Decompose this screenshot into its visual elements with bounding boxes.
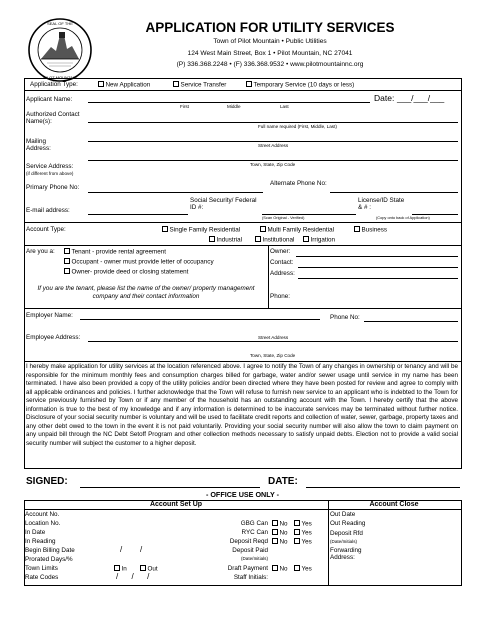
acct-multi-family[interactable] xyxy=(260,226,334,234)
in-label: In xyxy=(121,565,127,573)
service-line xyxy=(88,160,458,161)
are-you-tenant[interactable] xyxy=(64,248,166,256)
ryc-can-label: RYC Can xyxy=(241,529,268,536)
divider xyxy=(24,90,461,91)
checkbox[interactable] xyxy=(272,529,278,535)
sub-last: Last xyxy=(280,104,289,109)
checkbox[interactable] xyxy=(173,81,179,87)
alt-phone-label: Alternate Phone No: xyxy=(270,180,327,187)
acct-industrial[interactable] xyxy=(209,236,242,244)
employee-city-note: Town, State, Zip Code xyxy=(250,353,296,358)
setup-in-date: In Date xyxy=(25,529,46,536)
service-city-note: Town, State, Zip Code xyxy=(250,162,296,167)
close-out-reading: Out Reading xyxy=(330,520,366,527)
deposit-yes[interactable] xyxy=(294,538,312,546)
employer-phone-label: Phone No: xyxy=(330,314,360,321)
checkbox[interactable] xyxy=(303,236,309,242)
applicant-name-label: Applicant Name: xyxy=(26,96,73,103)
alt-phone-line xyxy=(330,192,458,193)
divider xyxy=(328,500,329,585)
ssn-note: (Scan Original - Verified) xyxy=(262,215,305,220)
acct-single-family[interactable] xyxy=(162,226,240,234)
service-address-label: Service Address: xyxy=(26,163,74,170)
yes-label: Yes xyxy=(301,565,312,573)
primary-phone-label: Primary Phone No: xyxy=(26,184,80,191)
app-type-label: Application Type: xyxy=(30,81,78,88)
are-you-label: Are you a: xyxy=(26,248,55,255)
checkbox[interactable] xyxy=(98,81,104,87)
full-name-note: Full name required (First, Middle, Last) xyxy=(258,124,337,129)
town-seal xyxy=(27,17,93,83)
setup-begin-billing: Begin Billing Date xyxy=(25,547,75,554)
no-label: No xyxy=(279,520,288,528)
acct-single-family-label: Single Family Residential xyxy=(169,226,241,234)
acct-multi-family-label: Multi Family Residential xyxy=(267,226,334,234)
mailing-street-note: Street Address xyxy=(258,143,289,148)
acct-institutional-label: Institutional xyxy=(262,236,295,244)
yes-label: Yes xyxy=(301,520,312,528)
yes-label: Yes xyxy=(301,529,312,537)
staff-initials-label: Staff Initials: xyxy=(233,574,268,581)
ssn-label: Social Security/ Federal ID #: xyxy=(190,197,257,212)
license-label: License/ID State & # : xyxy=(358,197,405,212)
checkbox[interactable] xyxy=(114,565,120,571)
sub-first: First xyxy=(180,104,189,109)
draft-payment-label: Draft Payment xyxy=(227,565,268,572)
agreement-text: I hereby make application for utility services at the location referenced above. I agree to notify the Town of any changes in ownership or tenancy and will be responsible for the minimum monthly fees and consumption charges billed for garbage, water and/or sewer usage until service in my name has been terminated. I have also been provided a copy of the utility policies and/or been directed where they have been posted for review and agree to comply with all applicable ordinances and policies. I further acknowledge that the Town will refuse to furnish new service to an applicant who is indebted to the Town for service previously furnished by Town or if any member of the household has an outstanding account with the Town. I hereby certify that the above information is true to the best of my knowledge and if any information is determined to be inaccurate services may be terminated without further notice. Disclosure of your social security number is voluntary and will be used to facilitate credit reports and collection of water, sewer, garbage, property taxes and any other debt owed to the town in the event it is not paid voluntarily. Providing your social security number will also allow the town to claim payment on any unpaid bill through the NC Debt Setoff Program and other collection methods necessary to satisfy unpaid debts. Election not to provide a valid social security number will subject the customer to a higher deposit. xyxy=(26,363,458,447)
acct-institutional[interactable] xyxy=(255,236,294,244)
deposit-paid-note: (Date/Initials) xyxy=(240,556,268,561)
app-type-transfer[interactable] xyxy=(173,81,226,89)
app-type-transfer-label: Service Transfer xyxy=(180,81,227,89)
divider xyxy=(24,222,461,223)
close-out-date: Out Date xyxy=(330,511,356,518)
close-deposit-rfd: Deposit Rfd xyxy=(330,530,363,537)
authorized-contact-line xyxy=(88,122,458,123)
checkbox[interactable] xyxy=(246,81,252,87)
ryc-no[interactable] xyxy=(272,529,288,537)
applicant-name-line xyxy=(88,102,370,103)
gbg-no[interactable] xyxy=(272,520,288,528)
app-type-temporary-label: Temporary Service (10 days or less) xyxy=(253,81,355,89)
checkbox[interactable] xyxy=(140,565,146,571)
email-label: E-mail address: xyxy=(26,207,70,214)
draft-no[interactable] xyxy=(272,565,288,573)
close-forwarding: Forwarding Address: xyxy=(330,547,362,562)
checkbox[interactable] xyxy=(294,565,300,571)
date-signed-label: DATE: xyxy=(268,476,298,487)
contact-line: (P) 336.368.2248 • (F) 336.368.9532 • www.pilotmountainnc.org xyxy=(176,61,364,68)
svg-text:PILOT MOUNTAIN: PILOT MOUNTAIN xyxy=(43,75,77,80)
checkbox[interactable] xyxy=(294,520,300,526)
divider xyxy=(24,361,461,362)
office-use-title: - OFFICE USE ONLY - xyxy=(205,490,280,499)
employee-address-line xyxy=(88,341,458,342)
setup-title: Account Set Up xyxy=(149,501,203,508)
employer-line xyxy=(80,319,320,320)
tenant-note: If you are the tenant, please list the name of the owner/ property management company and their contact information xyxy=(37,285,255,300)
no-label: No xyxy=(279,565,288,573)
close-title: Account Close xyxy=(369,501,419,508)
checkbox[interactable] xyxy=(272,565,278,571)
yes-label: Yes xyxy=(301,538,312,546)
svg-text:SEAL OF THE: SEAL OF THE xyxy=(47,21,73,26)
sub-middle: Middle xyxy=(227,104,241,109)
checkbox[interactable] xyxy=(272,538,278,544)
ryc-yes[interactable] xyxy=(294,529,312,537)
mailing-line xyxy=(88,141,458,142)
begin-billing-slashes: / / xyxy=(120,545,143,554)
divider xyxy=(24,509,461,510)
gbg-can-label: GBG Can xyxy=(240,520,268,527)
divider xyxy=(268,245,269,308)
checkbox[interactable] xyxy=(64,248,70,254)
rate-codes-slashes: / / / xyxy=(116,572,150,581)
close-deposit-note: (Date/Initials) xyxy=(330,539,358,544)
are-you-owner[interactable] xyxy=(64,268,188,276)
acct-business[interactable] xyxy=(354,226,387,234)
address-line: 124 West Main Street, Box 1 • Pilot Mountain, NC 27041 xyxy=(187,50,353,57)
no-label: No xyxy=(279,538,288,546)
signed-label: SIGNED: xyxy=(26,476,68,487)
acct-irrigation[interactable] xyxy=(303,236,335,244)
address-field-line xyxy=(298,278,458,279)
checkbox[interactable] xyxy=(64,268,70,274)
date-field[interactable]: ___/___/___ xyxy=(397,93,445,103)
are-you-occupant-label: Occupant - owner must provide letter of occupancy xyxy=(71,258,214,266)
acct-industrial-label: Industrial xyxy=(216,236,243,244)
address-label: Address: xyxy=(270,270,295,277)
primary-phone-line xyxy=(88,192,263,193)
owner-label: Owner: xyxy=(270,248,291,255)
license-note: (Copy onto back of Application) xyxy=(376,215,430,220)
setup-location-no: Location No. xyxy=(25,520,61,527)
deposit-paid-label: Deposit Paid xyxy=(232,547,268,554)
checkbox[interactable] xyxy=(294,529,300,535)
checkbox[interactable] xyxy=(260,226,266,232)
are-you-tenant-label: Tenant - provide rental agreement xyxy=(71,248,167,256)
app-type-new[interactable] xyxy=(98,81,150,89)
no-label: No xyxy=(279,529,288,537)
org-line: Town of Pilot Mountain • Public Utilities xyxy=(213,38,327,45)
setup-in-reading: In Reading xyxy=(25,538,56,545)
phone-label: Phone: xyxy=(270,293,290,300)
acct-business-label: Business xyxy=(361,226,388,234)
signed-line xyxy=(80,487,260,488)
email-line xyxy=(88,214,188,215)
contact-field-line xyxy=(298,267,458,268)
employee-address-label: Employee Address: xyxy=(26,334,81,341)
setup-account-no: Account No. xyxy=(25,511,60,518)
are-you-owner-label: Owner- provide deed or closing statement xyxy=(71,268,189,276)
date-signed-line xyxy=(306,487,460,488)
setup-town-limits: Town Limits xyxy=(25,565,58,572)
are-you-occupant[interactable] xyxy=(64,258,214,266)
checkbox[interactable] xyxy=(294,538,300,544)
setup-prorated: Prorated Days/% xyxy=(25,556,73,563)
checkbox[interactable] xyxy=(162,226,168,232)
acct-irrigation-label: Irrigation xyxy=(310,236,335,244)
checkbox[interactable] xyxy=(209,236,215,242)
owner-line xyxy=(296,256,458,257)
checkbox[interactable] xyxy=(64,258,70,264)
setup-rate-codes: Rate Codes xyxy=(25,574,59,581)
page-title: APPLICATION FOR UTILITY SERVICES xyxy=(145,20,395,35)
divider xyxy=(24,245,461,246)
deposit-reqd-label: Deposit Reqd xyxy=(229,538,268,545)
service-address-note: (if different from above) xyxy=(26,171,74,176)
employer-name-label: Employer Name: xyxy=(26,312,73,319)
authorized-contact-label: Authorized Contact Name(s): xyxy=(26,111,80,126)
checkbox[interactable] xyxy=(255,236,261,242)
mailing-label: Mailing Address: xyxy=(26,138,51,153)
deposit-no[interactable] xyxy=(272,538,288,546)
divider xyxy=(24,308,461,309)
employer-phone-line xyxy=(364,321,458,322)
checkbox[interactable] xyxy=(354,226,360,232)
account-type-label: Account Type: xyxy=(26,226,66,233)
contact-label: Contact: xyxy=(270,259,294,266)
checkbox[interactable] xyxy=(272,520,278,526)
date-label: Date: xyxy=(374,93,395,103)
employee-street-note: Street Address xyxy=(258,335,289,340)
out-label: Out xyxy=(147,565,158,573)
app-type-temporary[interactable] xyxy=(246,81,354,89)
gbg-yes[interactable] xyxy=(294,520,312,528)
draft-yes[interactable] xyxy=(294,565,312,573)
app-type-new-label: New Application xyxy=(105,81,151,89)
